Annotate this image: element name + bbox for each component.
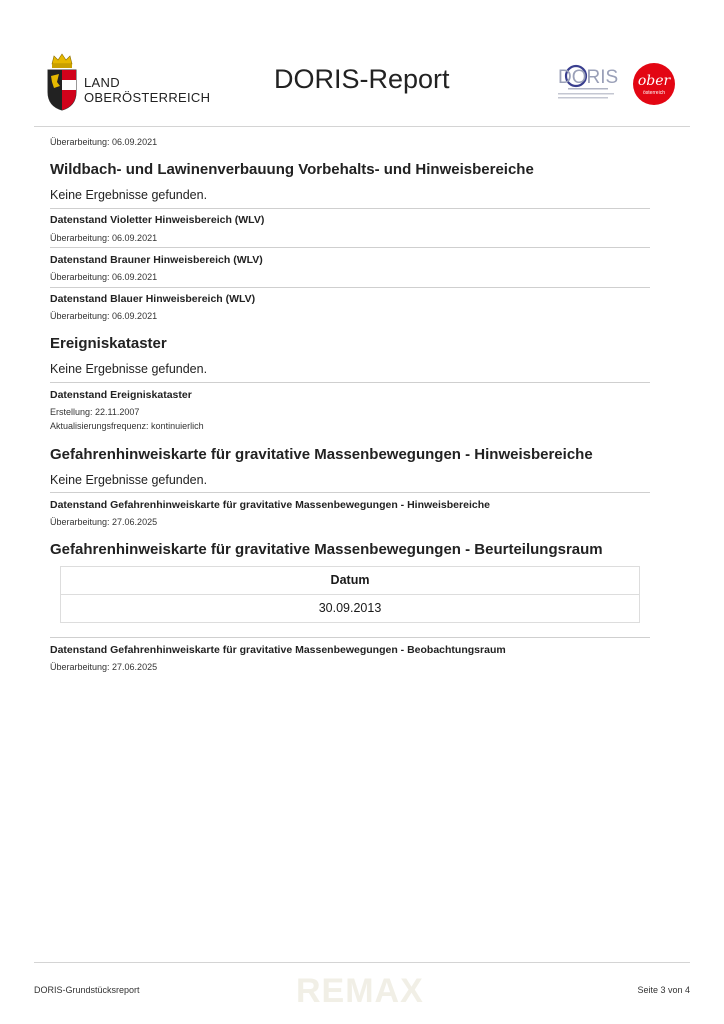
page-title: DORIS-Report xyxy=(274,64,450,94)
ereignis-created: Erstellung: 22.11.2007 xyxy=(50,407,140,417)
doris-logo-text: DORIS xyxy=(558,67,619,88)
wlv-item-blue-title: Datenstand Blauer Hinweisbereich (WLV) xyxy=(50,293,256,305)
doris-logo-icon xyxy=(556,63,620,105)
wlv-item-brown-title: Datenstand Brauner Hinweisbereich (WLV) xyxy=(50,254,263,266)
wlv-item-brown-revision: Überarbeitung: 06.09.2021 xyxy=(50,272,158,282)
ober-logo-subtext: österreich xyxy=(643,90,665,96)
divider xyxy=(50,287,650,288)
top-revision: Überarbeitung: 06.09.2021 xyxy=(50,137,158,147)
ereignis-no-results: Keine Ergebnisse gefunden. xyxy=(50,362,208,376)
wlv-item-violet-revision: Überarbeitung: 06.09.2021 xyxy=(50,233,158,243)
beurteilung-heading: Gefahrenhinweiskarte für gravitative Massenbewegungen - Beurteilungsraum xyxy=(50,541,603,558)
ereignis-item-title: Datenstand Ereigniskataster xyxy=(50,389,192,401)
divider xyxy=(50,247,650,248)
beobachtung-item-title: Datenstand Gefahrenhinweiskarte für gravitative Massenbewegungen - Beobachtungsraum xyxy=(50,644,506,656)
divider xyxy=(50,208,650,209)
table-header-datum: Datum xyxy=(61,567,639,595)
hinweis-item-title: Datenstand Gefahrenhinweiskarte für gravitative Massenbewegungen - Hinweisbereiche xyxy=(50,499,490,511)
wlv-item-violet-title: Datenstand Violetter Hinweisbereich (WLV) xyxy=(50,214,265,226)
ober-logo-text: ober xyxy=(637,73,671,89)
land-logo-text xyxy=(84,75,210,105)
wlv-no-results: Keine Ergebnisse gefunden. xyxy=(50,188,208,202)
wlv-item-blue-revision: Überarbeitung: 06.09.2021 xyxy=(50,311,158,321)
divider xyxy=(50,382,650,383)
hinweis-revision: Überarbeitung: 27.06.2025 xyxy=(50,517,158,527)
beurteilung-table xyxy=(60,566,640,623)
coat-of-arms-icon xyxy=(46,52,78,112)
divider xyxy=(50,492,650,493)
report-header xyxy=(0,0,724,128)
beobachtung-revision: Überarbeitung: 27.06.2025 xyxy=(50,662,158,672)
hinweis-heading: Gefahrenhinweiskarte für gravitative Massenbewegungen - Hinweisbereiche xyxy=(50,446,593,463)
land-line2: OBERÖSTERREICH xyxy=(84,90,211,105)
footer-report-name: DORIS-Grundstücksreport xyxy=(34,985,140,995)
footer-divider xyxy=(34,962,690,963)
remax-watermark: REMAX xyxy=(296,972,424,1010)
ereignis-frequency: Aktualisierungsfrequenz: kontinuierlich xyxy=(50,421,204,431)
land-line1: LAND xyxy=(84,75,120,90)
oberoesterreich-logo-icon xyxy=(632,62,676,106)
ereignis-heading: Ereigniskataster xyxy=(50,335,167,352)
divider xyxy=(50,637,650,638)
hinweis-no-results: Keine Ergebnisse gefunden. xyxy=(50,473,208,487)
footer-page-number: Seite 3 von 4 xyxy=(637,985,690,995)
header-divider xyxy=(34,126,690,127)
wlv-heading: Wildbach- und Lawinenverbauung Vorbehalts- und Hinweisbereiche xyxy=(50,161,534,178)
table-cell-datum: 30.09.2013 xyxy=(318,601,382,615)
